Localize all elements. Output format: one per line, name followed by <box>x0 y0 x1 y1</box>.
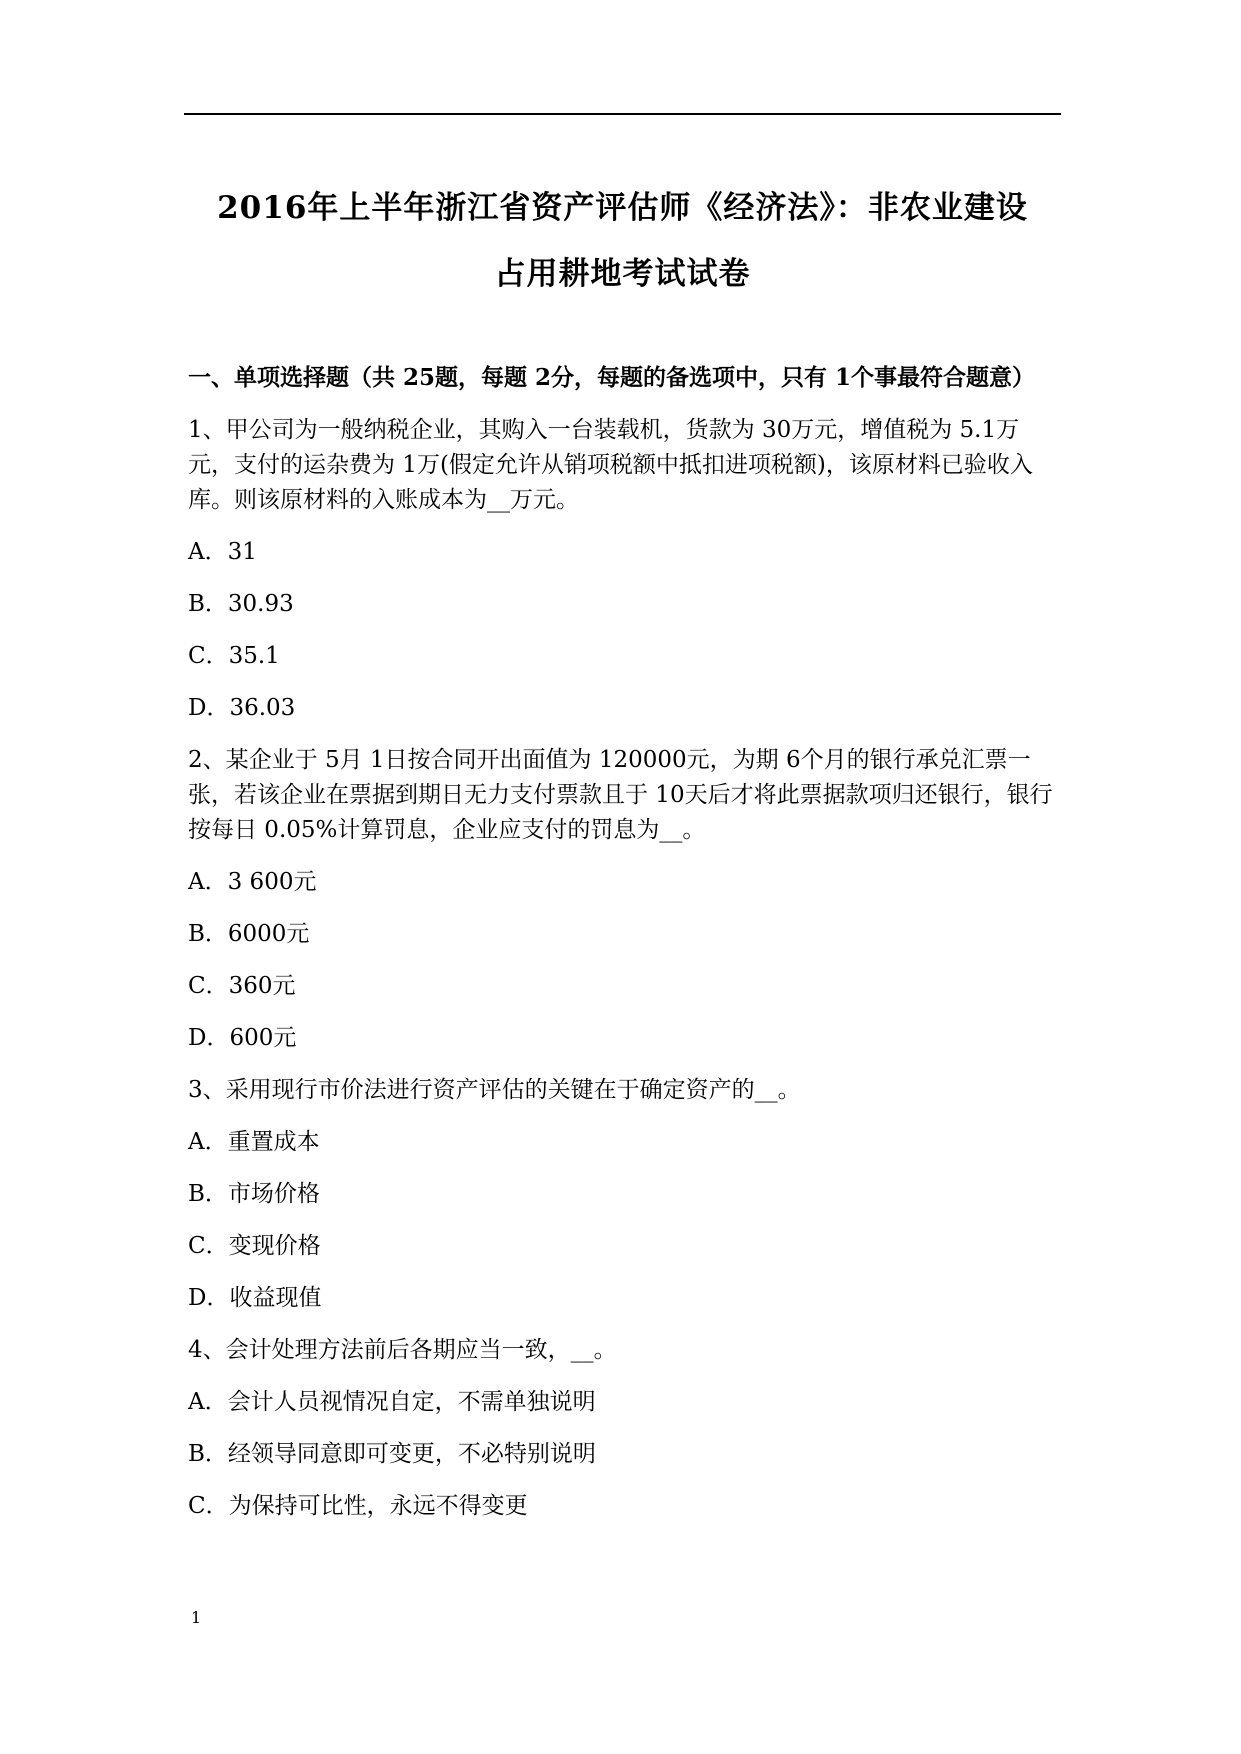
question-stem: 3、采用现行市价法进行资产评估的关键在于确定资产的__。 <box>188 1077 801 1103</box>
option-a: A．31 <box>188 539 257 565</box>
document-title-line-1: 2016年上半年浙江省资产评估师《经济法》：非农业建设 <box>217 190 1028 226</box>
option-a: A．3 600元 <box>188 869 317 895</box>
header-rule <box>184 113 1061 115</box>
option-c: C．360元 <box>188 973 296 999</box>
question-stem: 1、甲公司为一般纳税企业，其购入一台装载机，货款为 30万元，增值税为 5.1万元，支付的运杂费为 1万(假定允许从销项税额中抵扣进项税额)，该原材料已验收入库。则该原材料的入账成本为__万元。 <box>188 417 1033 513</box>
option-d: D．600元 <box>188 1025 297 1051</box>
option-a: A．会计人员视情况自定，不需单独说明 <box>188 1389 596 1415</box>
document-title-line-2: 占用耕地考试试卷 <box>494 256 751 292</box>
question-4 <box>188 1333 1060 1523</box>
question-stem: 2、某企业于 5月 1日按合同开出面值为 120000元，为期 6个月的银行承兑汇票一张，若该企业在票据到期日无力支付票款且于 10天后才将此票据款项归还银行，银行按每日 0.05%计算罚息，企业应支付的罚息为__。 <box>188 747 1053 843</box>
section-heading: 一、单项选择题（共 25题，每题 2分，每题的备选项中，只有 1个事最符合题意） <box>188 364 1036 391</box>
page-number: 1 <box>191 1608 202 1627</box>
question-1 <box>188 413 1060 725</box>
option-b: B．30.93 <box>188 591 294 617</box>
option-c: C．35.1 <box>188 643 280 669</box>
option-a: A．重置成本 <box>188 1129 320 1155</box>
question-2 <box>188 743 1060 1055</box>
document-body <box>188 360 1060 1541</box>
option-d: D．36.03 <box>188 695 296 721</box>
option-b: B．市场价格 <box>188 1181 320 1207</box>
option-b: B．经领导同意即可变更，不必特别说明 <box>188 1441 596 1467</box>
option-b: B．6000元 <box>188 921 310 947</box>
question-stem: 4、会计处理方法前后各期应当一致，__。 <box>188 1337 617 1363</box>
option-c: C．为保持可比性，永远不得变更 <box>188 1493 528 1519</box>
option-c: C．变现价格 <box>188 1233 321 1259</box>
question-3 <box>188 1073 1060 1315</box>
option-d: D．收益现值 <box>188 1285 322 1311</box>
